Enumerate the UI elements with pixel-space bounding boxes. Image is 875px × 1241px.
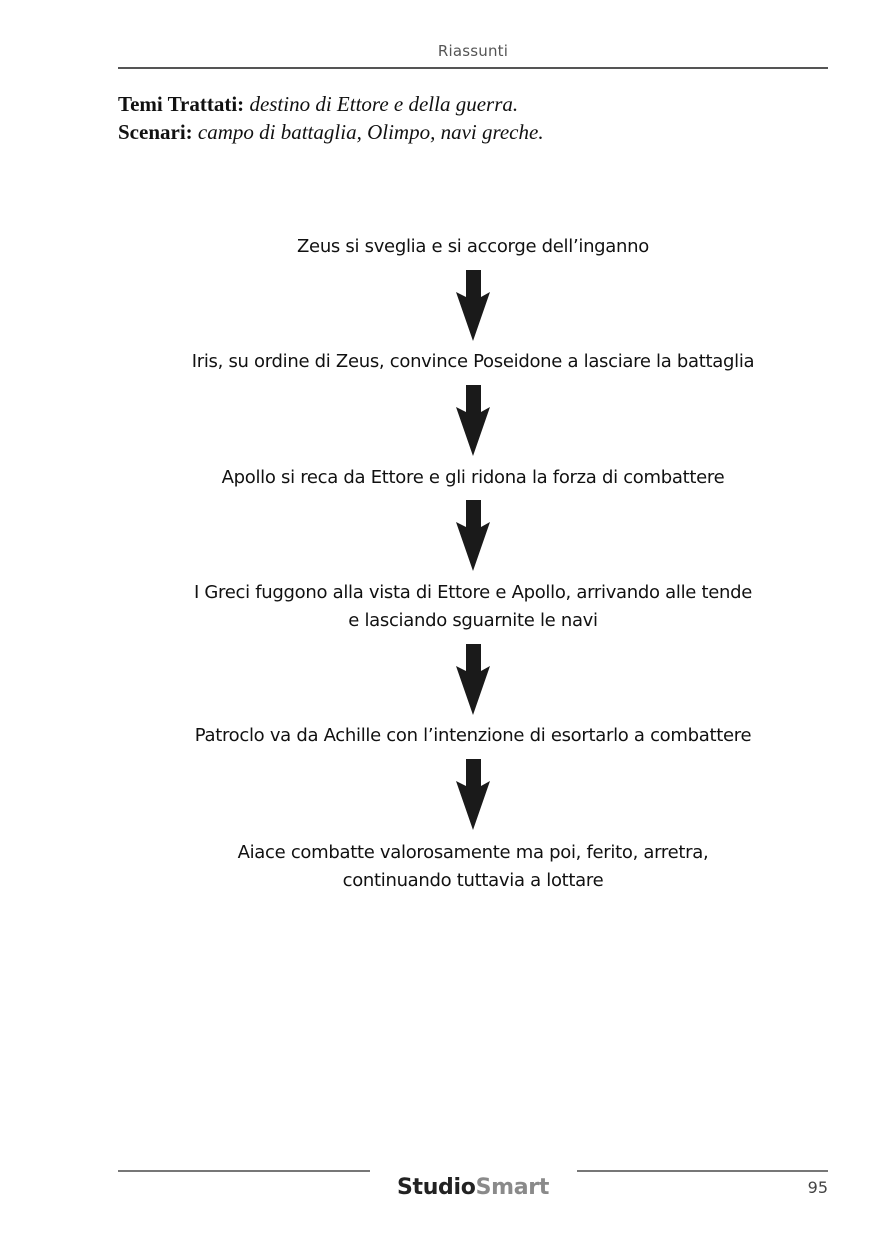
- settings-label: Scenari:: [118, 120, 193, 144]
- running-header-title: Riassunti: [437, 42, 509, 60]
- flow-step-text: I Greci fuggono alla vista di Ettore e Apollo, arrivando alle tende: [193, 582, 753, 603]
- down-arrow-icon: [455, 270, 491, 342]
- flow-step-4: [118, 579, 828, 635]
- flow-step-text: Iris, su ordine di Zeus, convince Poseidone a lasciare la battaglia: [191, 351, 755, 372]
- themes-line: [118, 90, 828, 118]
- flow-step-5: [118, 722, 828, 750]
- down-arrow-icon: [455, 644, 491, 716]
- down-arrow-icon: [455, 500, 491, 572]
- themes-label: Temi Trattati:: [118, 92, 245, 116]
- themes-value: destino di Ettore e della guerra.: [249, 92, 519, 116]
- down-arrow-icon: [455, 385, 491, 457]
- flow-step-1: [118, 233, 828, 261]
- flow-step-text: Aiace combatte valorosamente ma poi, ferito, arretra,: [237, 842, 709, 863]
- flow-step-text: Patroclo va da Achille con l’intenzione di esortarlo a combattere: [194, 725, 752, 746]
- page-number: 95: [807, 1178, 828, 1197]
- flow-step-2: [118, 348, 828, 376]
- footer-rule-right: [577, 1170, 828, 1172]
- flow-step-text: Apollo si reca da Ettore e gli ridona la forza di combattere: [221, 467, 725, 488]
- flow-step-6: [118, 839, 828, 895]
- flow-step-text: continuando tuttavia a lottare: [342, 870, 604, 891]
- logo-studio: Studio: [396, 1175, 476, 1200]
- logo-smart: Smart: [475, 1175, 550, 1200]
- flow-step-text: e lasciando sguarnite le navi: [348, 610, 598, 631]
- chapter-meta: [118, 90, 828, 146]
- flow-step-3: [118, 464, 828, 492]
- settings-value: campo di battaglia, Olimpo, navi greche.: [197, 120, 544, 144]
- footer-rule-left: [118, 1170, 370, 1172]
- header-rule: [118, 67, 828, 69]
- flow-step-text: Zeus si sveglia e si accorge dell’inganno: [297, 236, 649, 257]
- down-arrow-icon: [455, 759, 491, 831]
- studiosmart-logo: [340, 1175, 606, 1200]
- settings-line: [118, 118, 828, 146]
